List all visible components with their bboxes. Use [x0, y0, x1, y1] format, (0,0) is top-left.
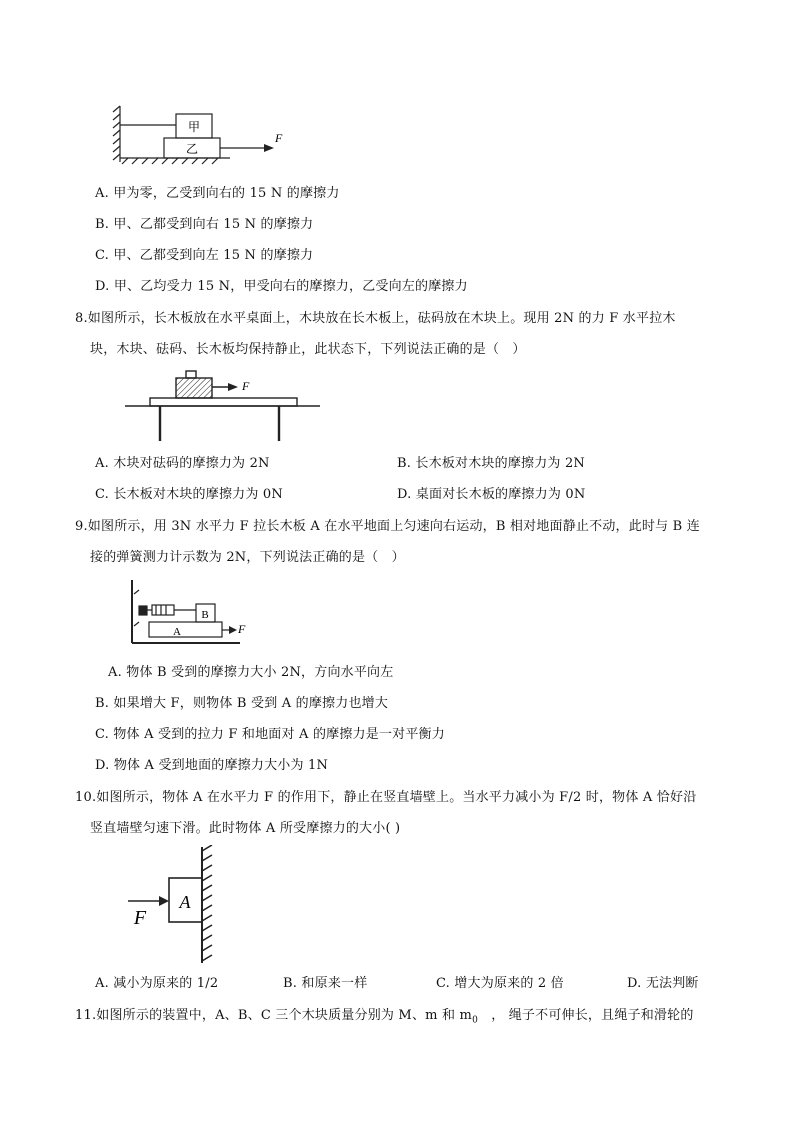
- q9-option-b: B. 如果增大 F，则物体 B 受到 A 的摩擦力也增大: [95, 696, 389, 711]
- q9-option-c: C. 物体 A 受到的拉力 F 和地面对 A 的摩擦力是一对平衡力: [95, 727, 445, 742]
- q9-figure: [125, 578, 250, 646]
- q7-option-b: B. 甲、乙都受到向右 15 N 的摩擦力: [95, 217, 314, 232]
- q11-stem-subscript: 0: [472, 1015, 478, 1026]
- q10-option-a: A. 减小为原来的 1/2: [95, 976, 219, 991]
- q8-option-d: D. 桌面对长木板的摩擦力为 0N: [397, 487, 586, 502]
- q10-stem-line2: 竖直墙壁匀速下滑。此时物体 A 所受摩擦力的大小( ): [90, 821, 401, 836]
- q9-label-b: B: [201, 609, 209, 621]
- q9-option-a: A. 物体 B 受到的摩擦力大小 2N，方向水平向左: [108, 665, 394, 680]
- q10-option-d: D. 无法判断: [627, 976, 699, 991]
- q7-figure: [110, 100, 290, 166]
- q7-label-bottom: 乙: [185, 142, 199, 156]
- q11-stem-line1: [75, 1008, 694, 1029]
- q8-stem-line1: 8.如图所示，长木板放在水平桌面上，木块放在长木板上，砝码放在木块上。现用 2N 的力 F 水平拉木: [75, 311, 676, 326]
- q8-stem-line2: 块，木块、砝码、长木板均保持静止，此状态下，下列说法正确的是（ ）: [90, 342, 526, 357]
- q7-option-c: C. 甲、乙都受到向左 15 N 的摩擦力: [95, 248, 314, 263]
- q8-force-label: F: [242, 379, 250, 393]
- q10-option-b: B. 和原来一样: [283, 976, 368, 991]
- q9-option-d: D. 物体 A 受到地面的摩擦力大小为 1N: [95, 758, 329, 773]
- q7-force-label: F: [275, 131, 283, 145]
- q11-stem-prefix: 11.如图所示的装置中，A、B、C 三个木块质量分别为 M、m 和 m: [75, 1008, 473, 1023]
- q11-stem-suffix: ， 绳子不可伸长，且绳子和滑轮的: [478, 1008, 694, 1023]
- q7-option-a: A. 甲为零，乙受到向右的 15 N 的摩擦力: [95, 186, 340, 201]
- q8-option-b: B. 长木板对木块的摩擦力为 2N: [397, 456, 585, 471]
- q8-figure: [120, 368, 325, 443]
- q9-stem-line1: 9.如图所示，用 3N 水平力 F 拉长木板 A 在水平地面上匀速向右运动，B 相对地面静止不动，此时与 B 连: [75, 519, 700, 534]
- q7-label-top: 甲: [187, 120, 201, 134]
- q9-stem-line2: 接的弹簧测力计示数为 2N，下列说法正确的是（ ）: [90, 550, 405, 565]
- q10-label-block: A: [179, 892, 191, 912]
- q7-option-d: D. 甲、乙均受力 15 N，甲受向右的摩擦力，乙受向左的摩擦力: [95, 279, 468, 294]
- q10-stem-line1: 10.如图所示，物体 A 在水平力 F 的作用下，静止在竖直墙壁上。当水平力减小为 F/2 时，物体 A 恰好沿: [75, 790, 697, 805]
- q9-force-label: F: [238, 622, 246, 636]
- q10-figure: [124, 845, 224, 965]
- q9-label-a: A: [173, 626, 181, 638]
- q10-force-label: F: [133, 907, 147, 929]
- q8-option-a: A. 木块对砝码的摩擦力为 2N: [95, 456, 270, 471]
- q8-option-c: C. 长木板对木块的摩擦力为 0N: [95, 487, 283, 502]
- q10-option-c: C. 增大为原来的 2 倍: [436, 976, 564, 991]
